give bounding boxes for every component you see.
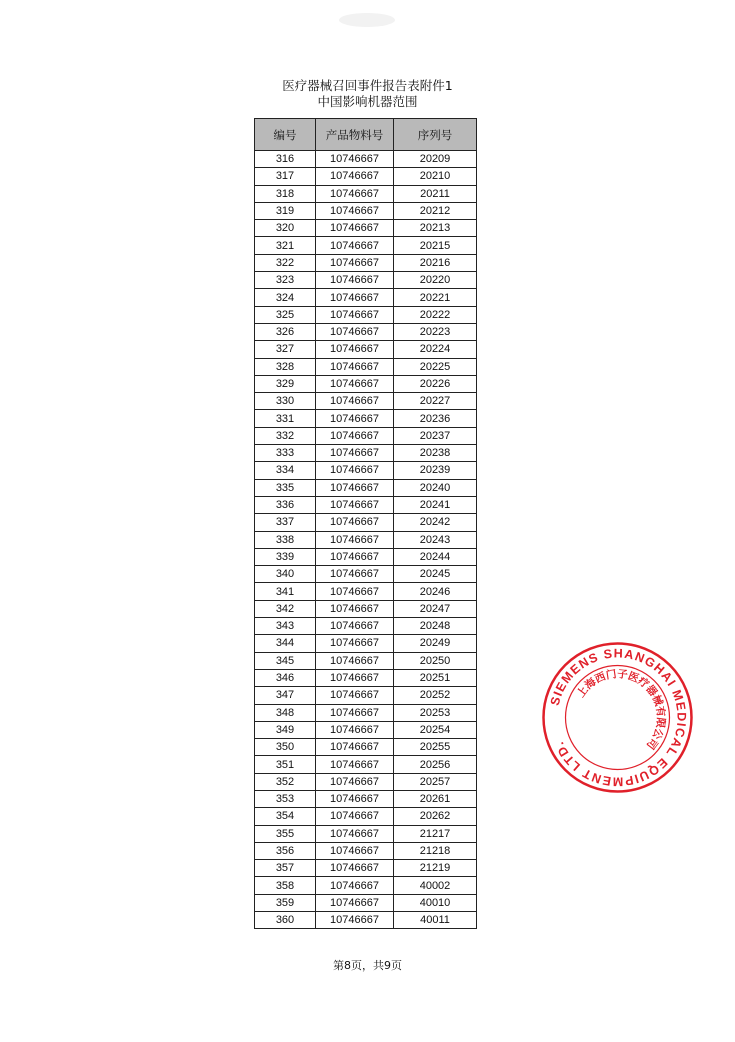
row-material-number: 10746667 bbox=[316, 514, 394, 531]
row-number: 317 bbox=[255, 168, 316, 185]
row-material-number: 10746667 bbox=[316, 358, 394, 375]
row-material-number: 10746667 bbox=[316, 773, 394, 790]
scan-smudge bbox=[335, 8, 400, 32]
table-row bbox=[255, 618, 477, 635]
row-serial-number: 20240 bbox=[394, 479, 477, 496]
row-serial-number: 20216 bbox=[394, 254, 477, 271]
row-serial-number: 20238 bbox=[394, 445, 477, 462]
row-number: 344 bbox=[255, 635, 316, 652]
table-row bbox=[255, 185, 477, 202]
row-material-number: 10746667 bbox=[316, 894, 394, 911]
row-number: 316 bbox=[255, 151, 316, 168]
row-number: 338 bbox=[255, 531, 316, 548]
row-serial-number: 20250 bbox=[394, 652, 477, 669]
row-serial-number: 21217 bbox=[394, 825, 477, 842]
row-serial-number: 20220 bbox=[394, 272, 477, 289]
table-row bbox=[255, 635, 477, 652]
row-serial-number: 20252 bbox=[394, 687, 477, 704]
row-number: 326 bbox=[255, 323, 316, 340]
row-serial-number: 21218 bbox=[394, 842, 477, 859]
svg-text:上海西门子医疗器械有限公司: 上海西门子医疗器械有限公司 bbox=[574, 668, 667, 752]
row-number: 339 bbox=[255, 548, 316, 565]
row-serial-number: 20254 bbox=[394, 721, 477, 738]
row-serial-number: 20222 bbox=[394, 306, 477, 323]
row-number: 321 bbox=[255, 237, 316, 254]
row-material-number: 10746667 bbox=[316, 306, 394, 323]
table-row bbox=[255, 842, 477, 859]
row-material-number: 10746667 bbox=[316, 393, 394, 410]
row-serial-number: 20224 bbox=[394, 341, 477, 358]
table-row bbox=[255, 756, 477, 773]
table-row bbox=[255, 877, 477, 894]
row-number: 349 bbox=[255, 721, 316, 738]
row-number: 347 bbox=[255, 687, 316, 704]
row-serial-number: 20239 bbox=[394, 462, 477, 479]
row-serial-number: 20213 bbox=[394, 220, 477, 237]
row-number: 331 bbox=[255, 410, 316, 427]
row-material-number: 10746667 bbox=[316, 635, 394, 652]
row-number: 333 bbox=[255, 445, 316, 462]
table-row bbox=[255, 445, 477, 462]
row-serial-number: 40002 bbox=[394, 877, 477, 894]
table-row bbox=[255, 912, 477, 929]
title-line-1: 医疗器械召回事件报告表附件1 bbox=[282, 78, 453, 93]
row-number: 328 bbox=[255, 358, 316, 375]
row-number: 323 bbox=[255, 272, 316, 289]
row-material-number: 10746667 bbox=[316, 272, 394, 289]
row-material-number: 10746667 bbox=[316, 600, 394, 617]
table-row bbox=[255, 427, 477, 444]
page-footer: 第8页，共9页 bbox=[333, 959, 402, 972]
table-row bbox=[255, 704, 477, 721]
row-serial-number: 20253 bbox=[394, 704, 477, 721]
row-number: 335 bbox=[255, 479, 316, 496]
row-serial-number: 20236 bbox=[394, 410, 477, 427]
row-number: 337 bbox=[255, 514, 316, 531]
row-serial-number: 20241 bbox=[394, 496, 477, 513]
row-number: 348 bbox=[255, 704, 316, 721]
row-serial-number: 20211 bbox=[394, 185, 477, 202]
row-serial-number: 20255 bbox=[394, 739, 477, 756]
table-row bbox=[255, 393, 477, 410]
row-material-number: 10746667 bbox=[316, 825, 394, 842]
row-material-number: 10746667 bbox=[316, 618, 394, 635]
row-number: 336 bbox=[255, 496, 316, 513]
row-material-number: 10746667 bbox=[316, 583, 394, 600]
row-number: 327 bbox=[255, 341, 316, 358]
table-row bbox=[255, 254, 477, 271]
table-row bbox=[255, 479, 477, 496]
row-number: 359 bbox=[255, 894, 316, 911]
table-row bbox=[255, 860, 477, 877]
row-serial-number: 20257 bbox=[394, 773, 477, 790]
row-serial-number: 20245 bbox=[394, 566, 477, 583]
table-row bbox=[255, 600, 477, 617]
table-row bbox=[255, 531, 477, 548]
row-number: 318 bbox=[255, 185, 316, 202]
row-material-number: 10746667 bbox=[316, 756, 394, 773]
row-number: 346 bbox=[255, 669, 316, 686]
row-serial-number: 20246 bbox=[394, 583, 477, 600]
row-material-number: 10746667 bbox=[316, 462, 394, 479]
svg-text:SIEMENS SHANGHAI MEDICAL EQUIP: SIEMENS SHANGHAI MEDICAL EQUIPMENT LTD. bbox=[547, 646, 689, 789]
row-material-number: 10746667 bbox=[316, 860, 394, 877]
row-serial-number: 20209 bbox=[394, 151, 477, 168]
row-number: 340 bbox=[255, 566, 316, 583]
table-row bbox=[255, 566, 477, 583]
table-row bbox=[255, 462, 477, 479]
table-row bbox=[255, 548, 477, 565]
row-number: 351 bbox=[255, 756, 316, 773]
table-row bbox=[255, 358, 477, 375]
row-material-number: 10746667 bbox=[316, 220, 394, 237]
row-serial-number: 21219 bbox=[394, 860, 477, 877]
row-number: 330 bbox=[255, 393, 316, 410]
table-row bbox=[255, 669, 477, 686]
row-serial-number: 20237 bbox=[394, 427, 477, 444]
header-material-number: 产品物料号 bbox=[316, 119, 394, 151]
row-serial-number: 20262 bbox=[394, 808, 477, 825]
row-number: 324 bbox=[255, 289, 316, 306]
row-material-number: 10746667 bbox=[316, 445, 394, 462]
row-serial-number: 20223 bbox=[394, 323, 477, 340]
row-material-number: 10746667 bbox=[316, 237, 394, 254]
table-row bbox=[255, 220, 477, 237]
row-serial-number: 20226 bbox=[394, 375, 477, 392]
table-row bbox=[255, 825, 477, 842]
row-serial-number: 20249 bbox=[394, 635, 477, 652]
header-number: 编号 bbox=[255, 119, 316, 151]
row-material-number: 10746667 bbox=[316, 842, 394, 859]
document-title bbox=[0, 78, 735, 110]
row-material-number: 10746667 bbox=[316, 721, 394, 738]
row-material-number: 10746667 bbox=[316, 652, 394, 669]
row-number: 350 bbox=[255, 739, 316, 756]
row-number: 345 bbox=[255, 652, 316, 669]
row-serial-number: 20244 bbox=[394, 548, 477, 565]
row-number: 353 bbox=[255, 790, 316, 807]
row-number: 343 bbox=[255, 618, 316, 635]
table-row bbox=[255, 583, 477, 600]
row-serial-number: 20215 bbox=[394, 237, 477, 254]
row-material-number: 10746667 bbox=[316, 410, 394, 427]
row-serial-number: 20243 bbox=[394, 531, 477, 548]
row-number: 341 bbox=[255, 583, 316, 600]
table-row bbox=[255, 894, 477, 911]
row-serial-number: 40010 bbox=[394, 894, 477, 911]
row-material-number: 10746667 bbox=[316, 375, 394, 392]
row-material-number: 10746667 bbox=[316, 254, 394, 271]
table-row bbox=[255, 202, 477, 219]
row-number: 354 bbox=[255, 808, 316, 825]
row-material-number: 10746667 bbox=[316, 427, 394, 444]
row-number: 358 bbox=[255, 877, 316, 894]
row-number: 356 bbox=[255, 842, 316, 859]
table-row bbox=[255, 773, 477, 790]
table-row bbox=[255, 739, 477, 756]
table-row bbox=[255, 375, 477, 392]
row-material-number: 10746667 bbox=[316, 912, 394, 929]
company-seal bbox=[540, 640, 695, 795]
table-row bbox=[255, 790, 477, 807]
row-material-number: 10746667 bbox=[316, 496, 394, 513]
table-row bbox=[255, 323, 477, 340]
table-row bbox=[255, 410, 477, 427]
row-number: 319 bbox=[255, 202, 316, 219]
row-number: 332 bbox=[255, 427, 316, 444]
row-material-number: 10746667 bbox=[316, 323, 394, 340]
row-material-number: 10746667 bbox=[316, 877, 394, 894]
row-serial-number: 20256 bbox=[394, 756, 477, 773]
table-row bbox=[255, 168, 477, 185]
table-row bbox=[255, 687, 477, 704]
row-serial-number: 20242 bbox=[394, 514, 477, 531]
row-number: 352 bbox=[255, 773, 316, 790]
row-material-number: 10746667 bbox=[316, 808, 394, 825]
row-material-number: 10746667 bbox=[316, 790, 394, 807]
row-number: 342 bbox=[255, 600, 316, 617]
table-row bbox=[255, 496, 477, 513]
title-line-2: 中国影响机器范围 bbox=[317, 94, 418, 109]
row-serial-number: 20248 bbox=[394, 618, 477, 635]
row-material-number: 10746667 bbox=[316, 479, 394, 496]
row-material-number: 10746667 bbox=[316, 739, 394, 756]
row-serial-number: 20210 bbox=[394, 168, 477, 185]
row-number: 329 bbox=[255, 375, 316, 392]
row-material-number: 10746667 bbox=[316, 687, 394, 704]
table-row bbox=[255, 237, 477, 254]
row-number: 360 bbox=[255, 912, 316, 929]
row-material-number: 10746667 bbox=[316, 289, 394, 306]
affected-machines-table bbox=[254, 118, 477, 929]
row-serial-number: 20227 bbox=[394, 393, 477, 410]
row-number: 334 bbox=[255, 462, 316, 479]
header-serial-number: 序列号 bbox=[394, 119, 477, 151]
row-serial-number: 20225 bbox=[394, 358, 477, 375]
row-serial-number: 40011 bbox=[394, 912, 477, 929]
row-serial-number: 20221 bbox=[394, 289, 477, 306]
row-serial-number: 20247 bbox=[394, 600, 477, 617]
table-row bbox=[255, 341, 477, 358]
row-number: 322 bbox=[255, 254, 316, 271]
table-row bbox=[255, 721, 477, 738]
table-row bbox=[255, 514, 477, 531]
table-row bbox=[255, 151, 477, 168]
row-serial-number: 20261 bbox=[394, 790, 477, 807]
row-material-number: 10746667 bbox=[316, 185, 394, 202]
row-number: 320 bbox=[255, 220, 316, 237]
row-material-number: 10746667 bbox=[316, 548, 394, 565]
table-row bbox=[255, 306, 477, 323]
row-material-number: 10746667 bbox=[316, 531, 394, 548]
table-row bbox=[255, 272, 477, 289]
row-material-number: 10746667 bbox=[316, 151, 394, 168]
row-material-number: 10746667 bbox=[316, 704, 394, 721]
table-row bbox=[255, 652, 477, 669]
row-serial-number: 20212 bbox=[394, 202, 477, 219]
row-material-number: 10746667 bbox=[316, 202, 394, 219]
row-material-number: 10746667 bbox=[316, 341, 394, 358]
row-number: 357 bbox=[255, 860, 316, 877]
row-material-number: 10746667 bbox=[316, 168, 394, 185]
row-number: 325 bbox=[255, 306, 316, 323]
table-header-row bbox=[255, 119, 477, 151]
row-material-number: 10746667 bbox=[316, 566, 394, 583]
row-serial-number: 20251 bbox=[394, 669, 477, 686]
table-row bbox=[255, 289, 477, 306]
row-material-number: 10746667 bbox=[316, 669, 394, 686]
row-number: 355 bbox=[255, 825, 316, 842]
table-row bbox=[255, 808, 477, 825]
